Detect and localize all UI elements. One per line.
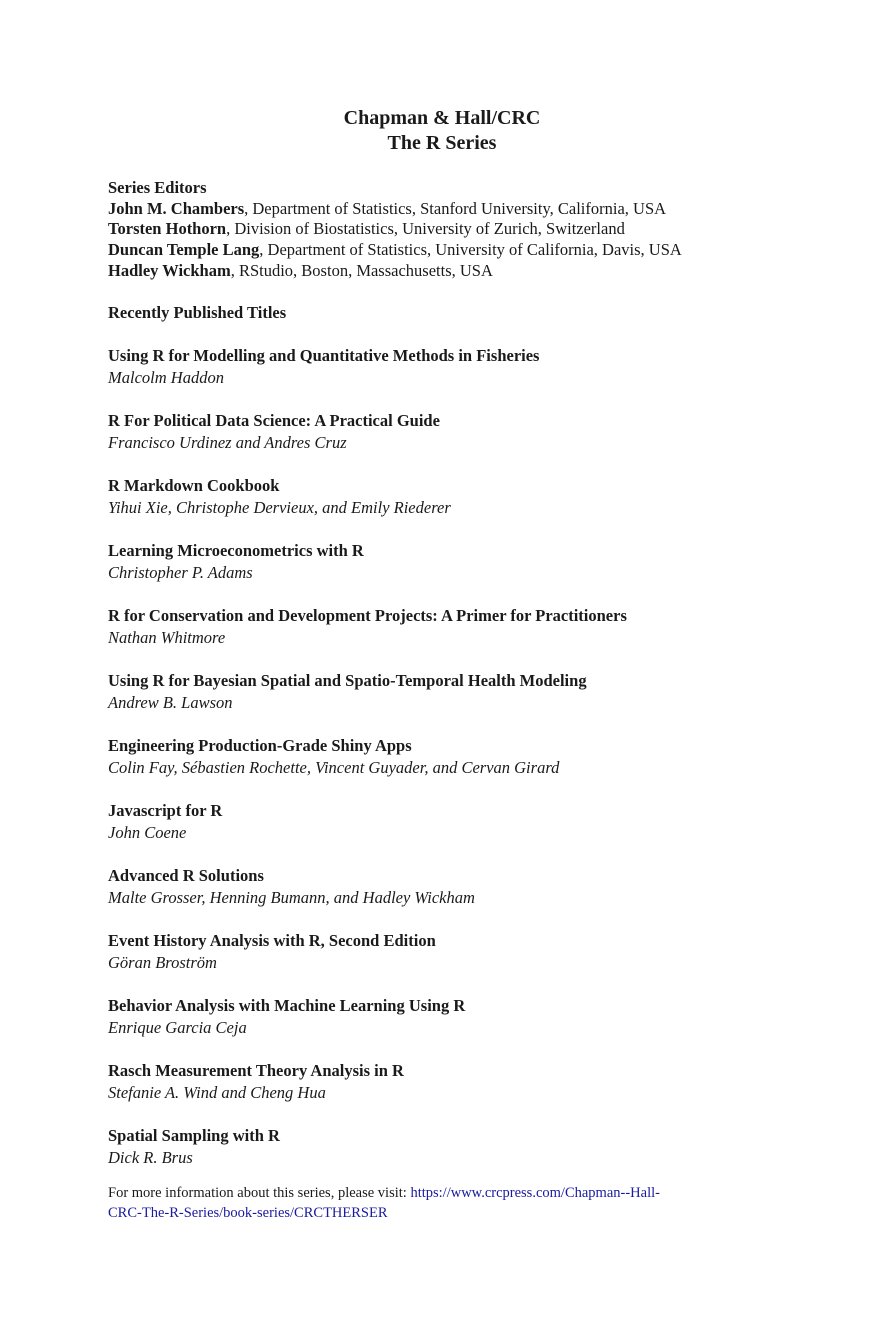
book-entry xyxy=(108,1060,778,1125)
editor-entry xyxy=(108,199,778,220)
book-title: Engineering Production-Grade Shiny Apps xyxy=(108,736,412,756)
editor-affiliation: , Division of Biostatistics, University of Zurich, Switzerland xyxy=(226,219,625,239)
book-authors: Stefanie A. Wind and Cheng Hua xyxy=(108,1083,326,1103)
series-link-part-2: CRC-The-R-Series/book-series/CRCTHERSER xyxy=(108,1205,388,1221)
book-authors: Göran Broström xyxy=(108,953,217,973)
book-entry xyxy=(108,865,778,930)
book-entry xyxy=(108,345,778,410)
book-title: Learning Microeconometrics with R xyxy=(108,541,364,561)
book-title: Event History Analysis with R, Second Edition xyxy=(108,931,436,951)
book-authors: Malte Grosser, Henning Bumann, and Hadley Wickham xyxy=(108,888,475,908)
book-entry xyxy=(108,930,778,995)
book-title: R Markdown Cookbook xyxy=(108,476,280,496)
footer-text: For more information about this series, please visit: xyxy=(108,1185,411,1201)
book-entry xyxy=(108,605,778,670)
book-title: Using R for Modelling and Quantitative Methods in Fisheries xyxy=(108,346,540,366)
series-editors xyxy=(108,178,778,282)
editor-name: Duncan Temple Lang xyxy=(108,240,260,260)
book-title: Using R for Bayesian Spatial and Spatio-Temporal Health Modeling xyxy=(108,671,587,691)
book-entry xyxy=(108,800,778,865)
book-title: Advanced R Solutions xyxy=(108,866,264,886)
editor-name: John M. Chambers xyxy=(108,198,245,218)
book-authors: Colin Fay, Sébastien Rochette, Vincent Guyader, and Cervan Girard xyxy=(108,758,560,778)
book-title: Behavior Analysis with Machine Learning Using R xyxy=(108,996,466,1016)
editor-entry xyxy=(108,240,778,261)
book-authors: Dick R. Brus xyxy=(108,1148,193,1168)
book-authors: Christopher P. Adams xyxy=(108,563,253,583)
editor-affiliation: , RStudio, Boston, Massachusetts, USA xyxy=(230,260,493,280)
editor-name: Hadley Wickham xyxy=(108,260,231,280)
book-title: R for Conservation and Development Projects: A Primer for Practitioners xyxy=(108,606,627,626)
book-authors: Malcolm Haddon xyxy=(108,368,224,388)
editor-affiliation: , Department of Statistics, University of California, Davis, USA xyxy=(259,240,682,260)
series-title: The R Series xyxy=(387,132,497,154)
book-list xyxy=(108,345,778,1190)
book-entry xyxy=(108,540,778,605)
series-info-footer xyxy=(108,1183,758,1223)
book-title: Javascript for R xyxy=(108,801,223,821)
editor-name: Torsten Hothorn xyxy=(108,219,227,239)
recent-titles-heading: Recently Published Titles xyxy=(108,302,287,322)
book-authors: Francisco Urdinez and Andres Cruz xyxy=(108,433,347,453)
book-entry xyxy=(108,410,778,475)
book-entry xyxy=(108,1125,778,1190)
editor-entry xyxy=(108,261,778,282)
book-title: Spatial Sampling with R xyxy=(108,1126,280,1146)
book-entry xyxy=(108,475,778,540)
book-authors: Enrique Garcia Ceja xyxy=(108,1018,247,1038)
book-authors: Andrew B. Lawson xyxy=(108,693,233,713)
book-entry xyxy=(108,995,778,1060)
publisher-title: Chapman & Hall/CRC xyxy=(343,107,541,129)
book-entry xyxy=(108,670,778,735)
editor-entry xyxy=(108,219,778,240)
series-page xyxy=(108,106,778,1190)
book-authors: Yihui Xie, Christophe Dervieux, and Emily Riederer xyxy=(108,498,451,518)
editors-heading: Series Editors xyxy=(108,178,207,197)
book-authors: John Coene xyxy=(108,823,187,843)
editor-affiliation: , Department of Statistics, Stanford University, California, USA xyxy=(244,198,667,218)
series-link-part-1: https://www.crcpress.com/Chapman--Hall- xyxy=(410,1185,660,1201)
book-entry xyxy=(108,735,778,800)
book-title: Rasch Measurement Theory Analysis in R xyxy=(108,1061,404,1081)
book-authors: Nathan Whitmore xyxy=(108,628,226,648)
book-title: R For Political Data Science: A Practical Guide xyxy=(108,411,440,431)
